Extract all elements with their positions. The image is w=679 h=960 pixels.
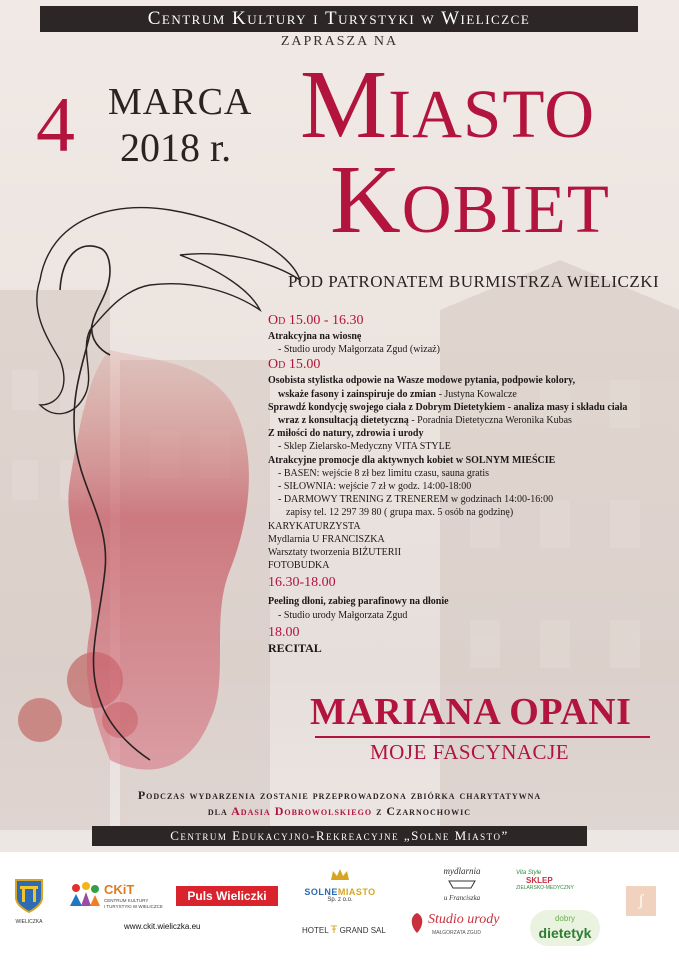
charity-line-2-prefix: dla xyxy=(207,804,232,818)
program-item: Atrakcyjna na wiosnę xyxy=(268,331,362,342)
date-month: MARCA xyxy=(108,81,253,123)
wieliczka-label: WIELICZKA xyxy=(15,919,43,925)
title-line-1: Miasto xyxy=(300,51,596,159)
ckit-full-2: I TURYSTYKI W WIELICZCE xyxy=(104,904,163,909)
solne-miasto-company: Sp. z o.o. xyxy=(327,897,353,903)
program-item-text: wraz z konsultacją dietetyczną xyxy=(278,415,409,427)
ckit-name: CKiT xyxy=(104,882,135,897)
time-slot: 16.30-18.00 xyxy=(268,575,336,591)
dietetyk-label: dietetyk xyxy=(538,925,592,941)
program-item-detail: - BASEN: wejście 8 zł bez limitu czasu, sauna gratis xyxy=(278,467,490,479)
time-slot: Od 15.00 - 16.30 xyxy=(268,313,364,328)
brand-mark-icon: ʃ xyxy=(638,892,644,909)
program-item-detail: zapisy tel. 12 297 39 80 ( grupa max. 5 osób na godzinę) xyxy=(286,507,514,519)
program-item: Warsztaty tworzenia BIŻUTERII xyxy=(268,547,402,559)
puls-wieliczki-label: Puls Wieliczki xyxy=(187,889,267,903)
studio-urody-face-icon xyxy=(408,912,426,934)
invites-text: ZAPRASZA NA xyxy=(280,34,399,49)
program-item: Atrakcyjne promocje dla aktywnych kobiet w SOLNYM MIEŚCIE xyxy=(268,454,556,466)
solne-part: SOLNE xyxy=(304,887,338,897)
program-item: Osobista stylistka odpowie na Wasze modowe pytania, podpowie kolory, xyxy=(268,375,576,387)
mydlarnia-sub: u Franciszka xyxy=(443,894,481,902)
brand-mark-logo xyxy=(626,886,656,916)
vita-style-type: ZIELARSKO-MEDYCZNY xyxy=(516,885,574,891)
program-item-detail: - DARMOWY TRENING Z TRENEREM w godzinach 14:00-16:00 xyxy=(278,494,554,506)
ckit-full-1: CENTRUM KULTURY xyxy=(104,898,149,903)
studio-urody-name: Studio urody xyxy=(428,912,500,927)
performer-underline xyxy=(315,736,650,738)
mydlarnia-logo xyxy=(432,866,492,902)
date-year: 2018 r. xyxy=(120,125,232,170)
program-item: Peeling dłoni, zabieg parafinowy na dłonie xyxy=(268,596,449,608)
vita-style-shop: SKLEP xyxy=(526,876,553,885)
time-slot: Od 15.00 xyxy=(268,357,321,373)
program-item-detail: - Studio urody Małgorzata Zgud (wizaż) xyxy=(278,344,440,356)
sponsors-footer xyxy=(0,852,679,960)
program-item: KARYKATURZYSTA xyxy=(268,520,361,532)
program-item-detail: - Sklep Zielarsko-Medyczny VITA STYLE xyxy=(278,441,451,453)
organizer-banner: Centrum Kultury i Turystyki w Wieliczce xyxy=(40,6,638,32)
miasto-part: MIASTO xyxy=(337,887,376,897)
program-item-text: wskaże fasony i zainspiruje do zmian xyxy=(278,388,437,400)
charity-line-2 xyxy=(0,803,679,819)
ckit-url-link[interactable]: www.ckit.wieliczka.eu xyxy=(124,922,201,931)
program-item-detail xyxy=(268,414,668,427)
patronage-text: POD PATRONATEM BURMISTRZA WIELICZKI xyxy=(288,272,660,291)
solne-miasto-name xyxy=(300,887,380,897)
date-day: 4 xyxy=(36,81,75,168)
puls-wieliczki-logo xyxy=(176,886,278,906)
program-item: Mydlarnia U FRANCISZKA xyxy=(268,533,385,545)
hotel-grand-sal-logo xyxy=(302,924,392,936)
performer-subtitle: MOJE FASCYNACJE xyxy=(370,740,570,764)
program-item: FOTOBUDKA xyxy=(268,560,330,572)
program-list xyxy=(268,312,668,655)
grand-sal-icon: Ŧ xyxy=(330,924,338,936)
charity-line-1: Podczas wydarzenia zostanie przeprowadzona zbiórka charytatywna xyxy=(137,788,542,802)
charity-beneficiary: Adasia Dobrowolskiego xyxy=(231,804,373,818)
wieliczka-logo xyxy=(12,878,46,925)
time-slot: 18.00 xyxy=(268,624,300,640)
dobry-label: dobry xyxy=(554,914,575,923)
soap-dish-icon xyxy=(447,879,477,889)
performer-name: MARIANA OPANI xyxy=(310,691,632,733)
dobry-dietetyk-logo xyxy=(530,910,600,946)
ckit-people-icon xyxy=(68,882,102,910)
recital-label: RECITAL xyxy=(268,640,322,655)
program-item-detail: - SIŁOWNIA: wejście 7 zł w godz. 14:00-18:00 xyxy=(278,481,472,493)
vita-style-name: Vita Style xyxy=(516,870,542,876)
program-item: Sprawdź kondycję swojego ciała z Dobrym Dietetykiem - analiza masy i składu ciała xyxy=(268,401,628,413)
program-item-detail: - Studio urody Małgorzata Zgud xyxy=(278,609,408,621)
program-item-provider: - Poradnia Dietetyczna Weronika Kubas xyxy=(408,415,572,427)
charity-text xyxy=(0,787,679,819)
vita-style-logo xyxy=(516,870,606,891)
program-item-detail xyxy=(268,388,668,401)
hotel-label: HOTEL xyxy=(302,926,329,935)
program-item-provider: - Justyna Kowalcze xyxy=(436,388,517,400)
grand-sal-label: GRAND SAL xyxy=(339,926,386,935)
title-line-2: Kobiet xyxy=(330,146,610,254)
charity-line-2-suffix: z Czarnochowic xyxy=(372,804,472,818)
wieliczka-coat-of-arms-icon xyxy=(14,878,44,914)
program-item: Z miłości do natury, zdrowia i urody xyxy=(268,428,424,440)
studio-urody-owner: MAŁGORZATA ZGUD xyxy=(432,930,481,936)
mydlarnia-name: mydlarnia xyxy=(443,866,481,876)
solne-miasto-crown-icon xyxy=(330,868,350,882)
solne-miasto-logo xyxy=(300,868,380,903)
venue-banner: Centrum Edukacyjno-Rekreacyjne „Solne Miasto” xyxy=(92,826,587,846)
